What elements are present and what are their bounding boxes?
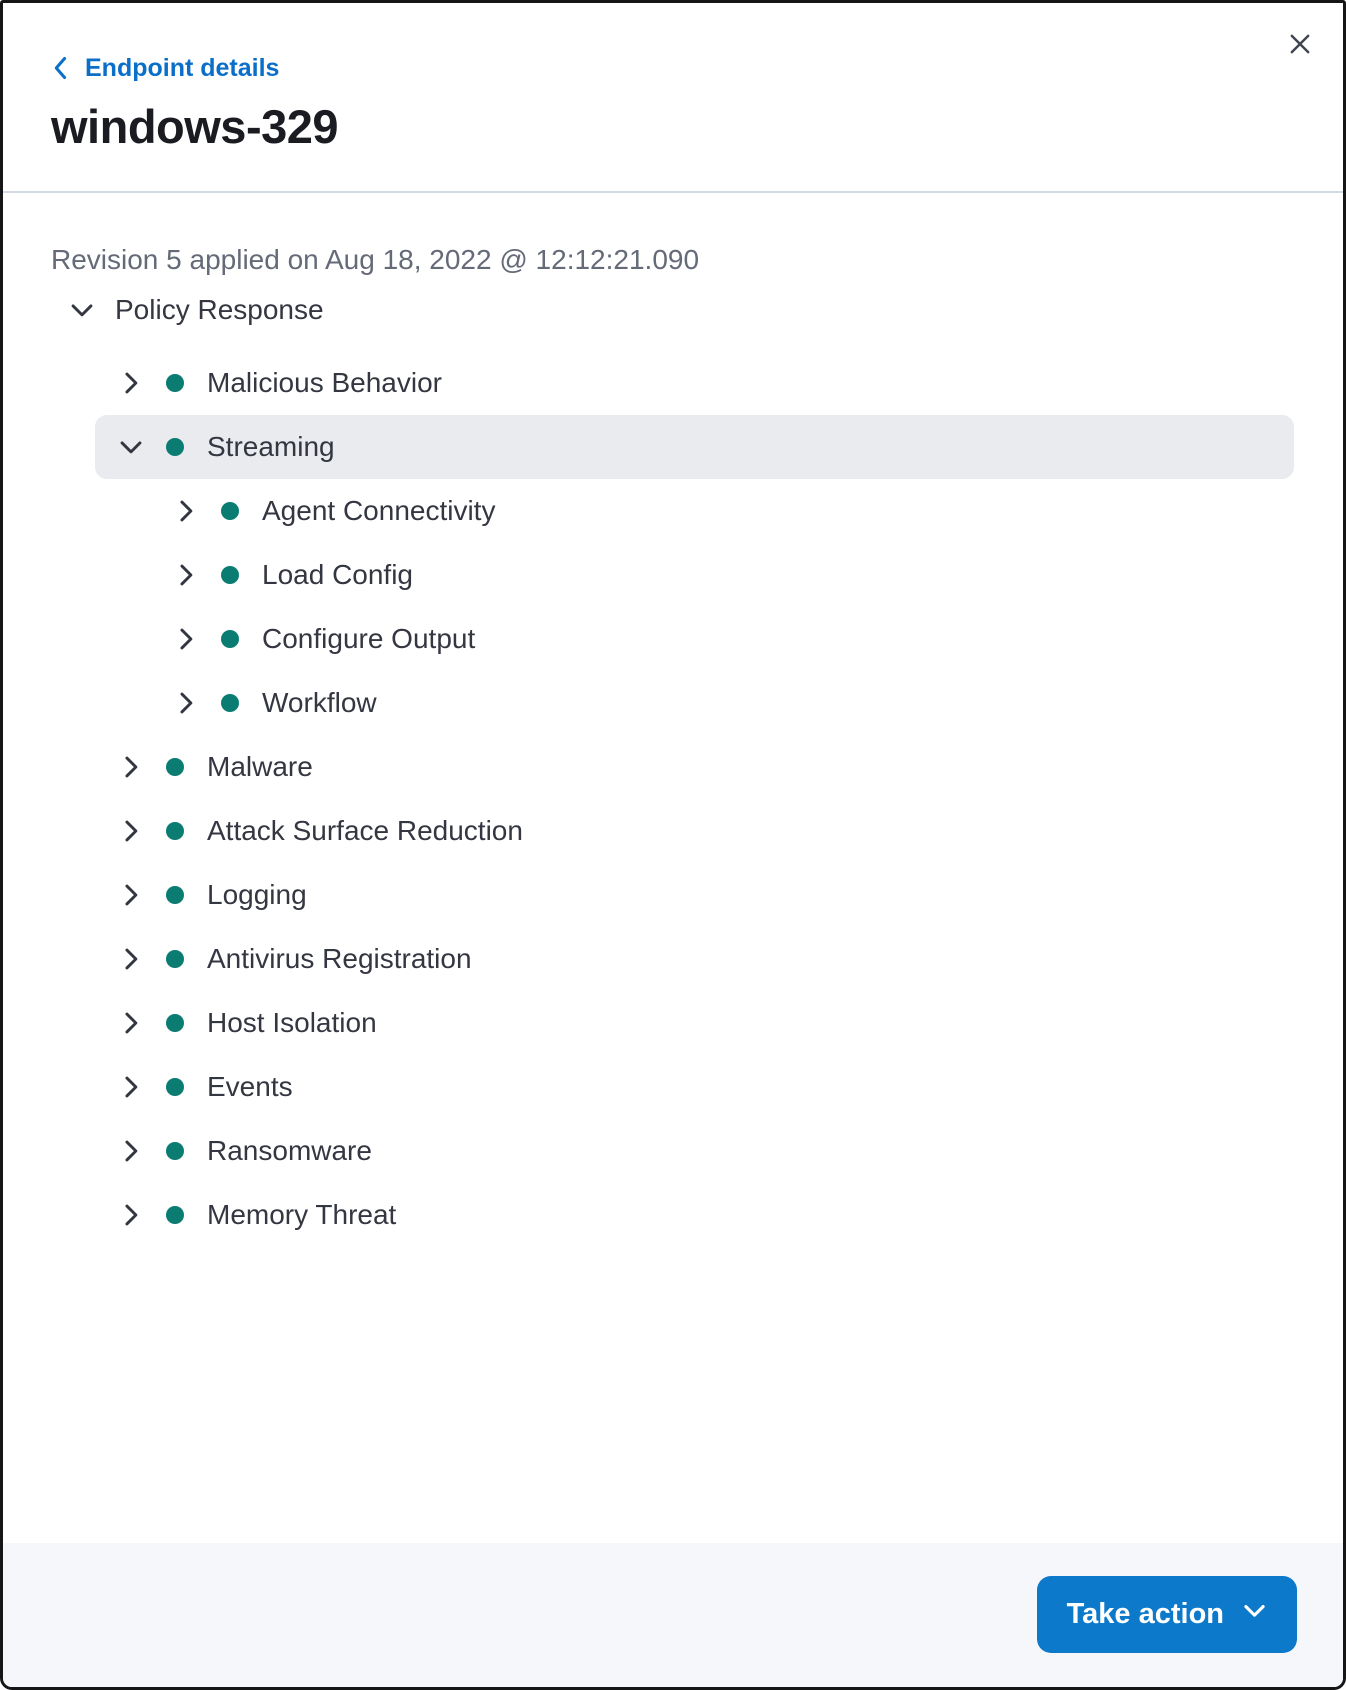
tree-node-label: Memory Threat bbox=[207, 1199, 397, 1230]
chevron-down-icon bbox=[1242, 1598, 1267, 1631]
take-action-label: Take action bbox=[1066, 1598, 1224, 1630]
tree-node-label: Workflow bbox=[262, 687, 377, 718]
tree-node-agent-connectivity[interactable] bbox=[3, 479, 1294, 543]
tree-node-label: Load Config bbox=[262, 559, 414, 590]
tree-node-label: Ransomware bbox=[207, 1135, 372, 1166]
status-dot-icon bbox=[166, 886, 184, 904]
tree-node-label: Streaming bbox=[207, 431, 335, 462]
tree-node-malware[interactable] bbox=[3, 735, 1294, 799]
chevron-right-icon[interactable] bbox=[118, 754, 144, 780]
flyout-footer bbox=[3, 1543, 1343, 1687]
chevron-right-icon[interactable] bbox=[118, 882, 144, 908]
chevron-right-icon[interactable] bbox=[173, 562, 199, 588]
tree-node-workflow[interactable] bbox=[3, 671, 1294, 735]
chevron-right-icon[interactable] bbox=[118, 818, 144, 844]
tree-node-label: Malicious Behavior bbox=[207, 367, 442, 398]
chevron-right-icon[interactable] bbox=[118, 946, 144, 972]
take-action-button[interactable] bbox=[1037, 1576, 1297, 1653]
status-dot-icon bbox=[166, 1206, 184, 1224]
back-link-endpoint-details[interactable] bbox=[51, 53, 279, 83]
status-dot-icon bbox=[166, 822, 184, 840]
status-dot-icon bbox=[221, 630, 239, 648]
status-dot-icon bbox=[166, 758, 184, 776]
chevron-right-icon[interactable] bbox=[118, 1074, 144, 1100]
tree-node-label: Configure Output bbox=[262, 623, 476, 654]
tree-node-ransomware[interactable] bbox=[3, 1119, 1294, 1183]
revision-status-text: Revision 5 applied on Aug 18, 2022 @ 12:12:21.090 bbox=[51, 244, 700, 275]
chevron-down-icon[interactable] bbox=[69, 297, 95, 323]
tree-node-antivirus-registration[interactable] bbox=[3, 927, 1294, 991]
chevron-right-icon[interactable] bbox=[118, 1138, 144, 1164]
chevron-right-icon[interactable] bbox=[118, 1010, 144, 1036]
header-divider bbox=[3, 191, 1343, 193]
chevron-right-icon[interactable] bbox=[173, 498, 199, 524]
tree-node-label: Host Isolation bbox=[207, 1007, 377, 1038]
flyout-body bbox=[3, 243, 1343, 1247]
chevron-right-icon[interactable] bbox=[118, 1202, 144, 1228]
tree-node-logging[interactable] bbox=[3, 863, 1294, 927]
tree-node-events[interactable] bbox=[3, 1055, 1294, 1119]
close-icon[interactable] bbox=[1285, 29, 1315, 59]
status-dot-icon bbox=[221, 694, 239, 712]
chevron-down-icon[interactable] bbox=[118, 434, 144, 460]
status-dot-icon bbox=[166, 1014, 184, 1032]
flyout-header bbox=[3, 3, 1343, 154]
status-dot-icon bbox=[166, 1078, 184, 1096]
status-dot-icon bbox=[166, 438, 184, 456]
tree-node-policy-response[interactable] bbox=[3, 279, 1294, 341]
tree-node-label: Logging bbox=[207, 879, 307, 910]
tree-node-malicious-behavior[interactable] bbox=[3, 351, 1294, 415]
tree-node-streaming[interactable] bbox=[95, 415, 1294, 479]
status-dot-icon bbox=[166, 1142, 184, 1160]
tree-node-host-isolation[interactable] bbox=[3, 991, 1294, 1055]
tree-node-load-config[interactable] bbox=[3, 543, 1294, 607]
tree-node-label: Agent Connectivity bbox=[262, 495, 496, 526]
chevron-right-icon[interactable] bbox=[173, 626, 199, 652]
tree-node-label: Policy Response bbox=[115, 294, 324, 325]
back-link-label: Endpoint details bbox=[85, 54, 280, 82]
policy-response-tree bbox=[3, 279, 1343, 1247]
chevron-left-icon bbox=[51, 55, 71, 81]
chevron-right-icon[interactable] bbox=[173, 690, 199, 716]
status-dot-icon bbox=[221, 566, 239, 584]
tree-node-label: Attack Surface Reduction bbox=[207, 815, 523, 846]
status-dot-icon bbox=[166, 950, 184, 968]
tree-node-label: Malware bbox=[207, 751, 313, 782]
tree-node-label: Antivirus Registration bbox=[207, 943, 472, 974]
status-dot-icon bbox=[221, 502, 239, 520]
tree-node-memory-threat[interactable] bbox=[3, 1183, 1294, 1247]
tree-node-configure-output[interactable] bbox=[3, 607, 1294, 671]
chevron-right-icon[interactable] bbox=[118, 370, 144, 396]
tree-node-attack-surface-reduction[interactable] bbox=[3, 799, 1294, 863]
status-dot-icon bbox=[166, 374, 184, 392]
page-title: windows-329 bbox=[51, 100, 339, 153]
tree-children bbox=[3, 351, 1294, 1247]
tree-node-label: Events bbox=[207, 1071, 293, 1102]
